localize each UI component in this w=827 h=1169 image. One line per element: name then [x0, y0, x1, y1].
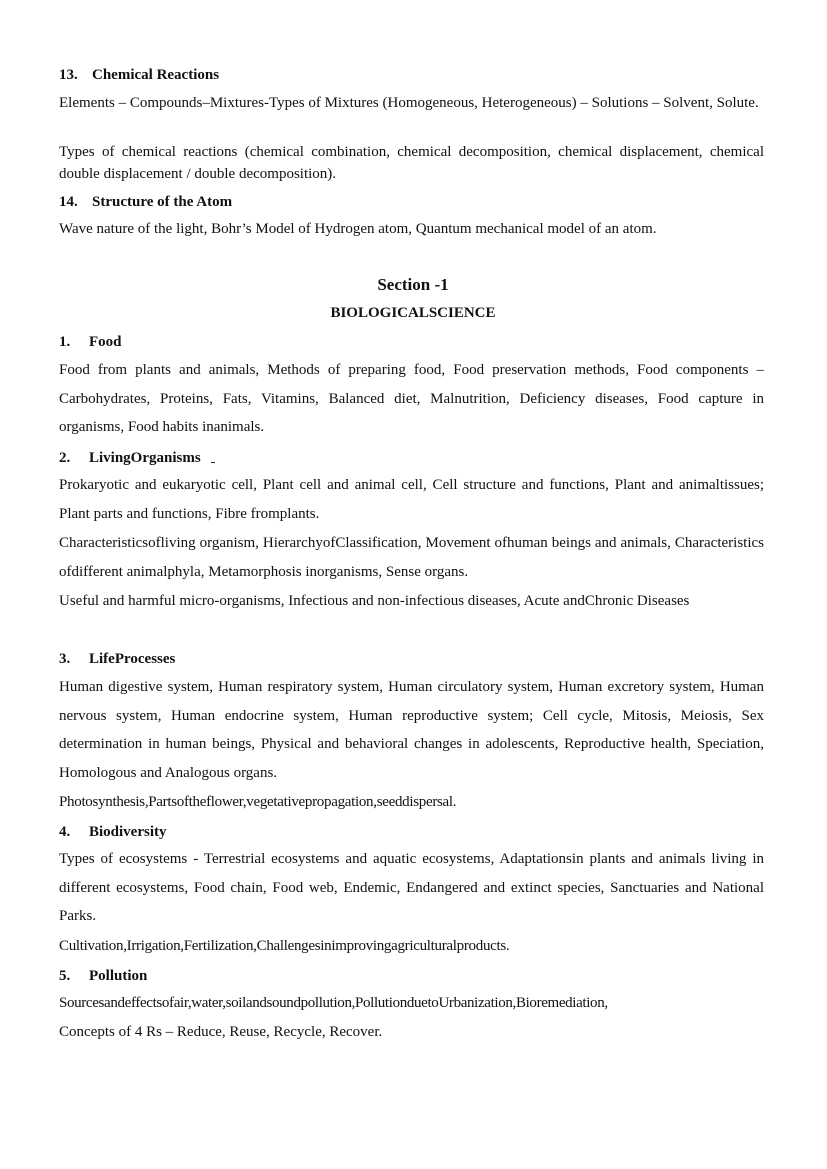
topic-heading-living-organisms — [59, 449, 201, 467]
topic-title: Structure of the Atom — [92, 194, 233, 210]
topic-paragraph: Prokaryotic and eukaryotic cell, Plant cell and animal cell, Cell structure and functions, Plant and animaltissues; Plant parts and functions, Fibre fromplants. — [59, 477, 764, 522]
topic-paragraph: Photosynthesis,Partsoftheflower,vegetativepropagation,seeddispersal. — [59, 794, 457, 810]
stray-dash-mark — [211, 462, 215, 463]
topic-paragraph: Food from plants and animals, Methods of preparing food, Food preservation methods, Food components – Carbohydrates, Proteins, Fats, Vitamins, Balanced diet, Malnutrition, Deficiency diseases, Food capture in organisms, Food habits inanimals. — [59, 362, 764, 436]
topic-paragraph: Wave nature of the light, Bohr’s Model of Hydrogen atom, Quantum mechanical model of an atom. — [59, 221, 657, 237]
topic-heading-structure-of-atom — [59, 193, 232, 211]
topic-paragraph: Concepts of 4 Rs – Reduce, Reuse, Recycle, Recover. — [59, 1024, 383, 1040]
topic-heading-life-processes — [59, 650, 175, 668]
topic-number: 1. — [59, 334, 71, 350]
topic-paragraph: Types of chemical reactions (chemical combination, chemical decomposition, chemical displacement, chemical double displacement / double decomposition). — [59, 144, 764, 182]
topic-number: 5. — [59, 968, 71, 984]
topic-heading-biodiversity — [59, 823, 167, 841]
topic-paragraph: Types of ecosystems - Terrestrial ecosystems and aquatic ecosystems, Adaptationsin plants and animals living in different ecosystems, Food chain, Food web, Endemic, Endangered and extinct species, Sanctuaries and National Parks. — [59, 851, 764, 925]
topic-number: 3. — [59, 651, 71, 667]
topic-number: 4. — [59, 824, 71, 840]
topic-paragraph: Elements – Compounds–Mixtures-Types of Mixtures (Homogeneous, Heterogeneous) – Solutions – Solvent, Solute. — [59, 95, 759, 111]
topic-title: Chemical Reactions — [92, 67, 220, 83]
topic-heading-pollution — [59, 967, 147, 985]
topic-title: Biodiversity — [89, 824, 167, 840]
topic-paragraph: Characteristicsofliving organism, HierarchyofClassification, Movement ofhuman beings and animals, Characteristics ofdifferent animalphyla, Metamorphosis inorganisms, Sense organs. — [59, 535, 764, 580]
topic-paragraph: Sourcesandeffectsofair,water,soilandsoundpollution,PollutionduetoUrbanization,Bioremediation, — [59, 995, 608, 1011]
topic-title: Pollution — [89, 968, 148, 984]
section-title: Section -1 — [377, 275, 449, 294]
section-subtitle: BIOLOGICALSCIENCE — [330, 305, 496, 321]
topic-number: 13. — [59, 67, 78, 83]
topic-paragraph: Useful and harmful micro-organisms, Infectious and non-infectious diseases, Acute andChronic Diseases — [59, 593, 690, 609]
topic-paragraph: Cultivation,Irrigation,Fertilization,Challengesinimprovingagriculturalproducts. — [59, 938, 510, 954]
topic-number: 2. — [59, 450, 71, 466]
topic-paragraph: Human digestive system, Human respiratory system, Human circulatory system, Human excretory system, Human nervous system, Human endocrine system, Human reproductive system; Cell cycle, Mitosis, Meiosis, Sex determination in human beings, Physical and behavioral changes in adolescents, Reproductive health, Speciation, Homologous and Analogous organs. — [59, 679, 764, 782]
topic-title: LivingOrganisms — [89, 450, 201, 466]
topic-heading-food — [59, 333, 122, 351]
topic-heading-chemical-reactions — [59, 66, 219, 84]
topic-title: Food — [89, 334, 122, 350]
topic-number: 14. — [59, 194, 78, 210]
topic-title: LifeProcesses — [89, 651, 176, 667]
